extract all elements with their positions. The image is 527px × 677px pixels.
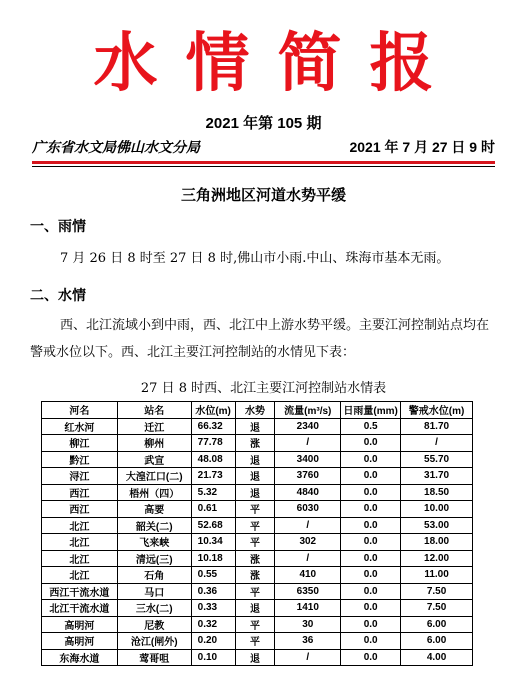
bureau-name: 广东省水文局佛山水文分局 xyxy=(32,140,200,156)
cell-rainfall: 0.0 xyxy=(341,534,401,551)
cell-flow: / xyxy=(275,649,341,666)
cell-rainfall: 0.0 xyxy=(341,600,401,617)
table-row xyxy=(42,550,473,567)
black-divider xyxy=(32,166,495,167)
cell-water-level: 10.34 xyxy=(191,534,235,551)
cell-flow: 302 xyxy=(275,534,341,551)
table-row xyxy=(42,567,473,584)
cell-warning-level: 18.50 xyxy=(401,484,473,501)
cell-station: 韶关(二) xyxy=(117,517,191,534)
cell-flow: 30 xyxy=(275,616,341,633)
cell-water-level: 21.73 xyxy=(191,468,235,485)
cell-flow: / xyxy=(275,435,341,452)
cell-flow: 36 xyxy=(275,633,341,650)
cell-station: 飞来峡 xyxy=(117,534,191,551)
cell-rainfall: 0.0 xyxy=(341,616,401,633)
cell-trend: 平 xyxy=(235,583,275,600)
cell-rainfall: 0.0 xyxy=(341,451,401,468)
cell-warning-level: 6.00 xyxy=(401,633,473,650)
table-row xyxy=(42,418,473,435)
header-flow: 流量(m³/s) xyxy=(275,402,341,419)
table-row xyxy=(42,616,473,633)
cell-station: 三水(二) xyxy=(117,600,191,617)
cell-trend: 退 xyxy=(235,484,275,501)
cell-station: 武宣 xyxy=(117,451,191,468)
hydrology-table xyxy=(41,401,473,666)
cell-warning-level: 7.50 xyxy=(401,583,473,600)
cell-flow: 410 xyxy=(275,567,341,584)
cell-river: 北江 xyxy=(42,517,118,534)
header-station: 站名 xyxy=(117,402,191,419)
cell-station: 柳州 xyxy=(117,435,191,452)
report-datetime: 2021 年 7 月 27 日 9 时 xyxy=(349,139,495,155)
cell-water-level: 0.33 xyxy=(191,600,235,617)
cell-warning-level: 81.70 xyxy=(401,418,473,435)
cell-warning-level: 31.70 xyxy=(401,468,473,485)
cell-river: 浔江 xyxy=(42,468,118,485)
cell-trend: 平 xyxy=(235,501,275,518)
cell-river: 北江干流水道 xyxy=(42,600,118,617)
cell-rainfall: 0.5 xyxy=(341,418,401,435)
cell-rainfall: 0.0 xyxy=(341,583,401,600)
cell-river: 高明河 xyxy=(42,633,118,650)
cell-station: 沧江(闸外) xyxy=(117,633,191,650)
cell-rainfall: 0.0 xyxy=(341,468,401,485)
cell-water-level: 10.18 xyxy=(191,550,235,567)
meta-row xyxy=(32,137,495,157)
cell-river: 柳江 xyxy=(42,435,118,452)
table-row xyxy=(42,451,473,468)
cell-trend: 涨 xyxy=(235,567,275,584)
cell-trend: 退 xyxy=(235,600,275,617)
cell-water-level: 48.08 xyxy=(191,451,235,468)
cell-flow: 4840 xyxy=(275,484,341,501)
cell-river: 黔江 xyxy=(42,451,118,468)
table-row xyxy=(42,600,473,617)
cell-station: 梧州（四） xyxy=(117,484,191,501)
header-warning-level: 警戒水位(m) xyxy=(401,402,473,419)
cell-water-level: 77.78 xyxy=(191,435,235,452)
cell-river: 北江 xyxy=(42,550,118,567)
table-row xyxy=(42,517,473,534)
table-row xyxy=(42,501,473,518)
table-row xyxy=(42,435,473,452)
cell-trend: 涨 xyxy=(235,435,275,452)
table-caption: 27 日 8 时西、北江主要江河控制站水情表 xyxy=(140,381,387,396)
cell-trend: 平 xyxy=(235,534,275,551)
cell-rainfall: 0.0 xyxy=(341,550,401,567)
cell-trend: 平 xyxy=(235,616,275,633)
cell-trend: 平 xyxy=(235,517,275,534)
table-row xyxy=(42,534,473,551)
cell-rainfall: 0.0 xyxy=(341,435,401,452)
cell-river: 北江 xyxy=(42,567,118,584)
cell-water-level: 0.20 xyxy=(191,633,235,650)
cell-trend: 退 xyxy=(235,418,275,435)
cell-rainfall: 0.0 xyxy=(341,501,401,518)
header-rainfall: 日雨量(mm) xyxy=(341,402,401,419)
cell-river: 西江干流水道 xyxy=(42,583,118,600)
cell-flow: 3760 xyxy=(275,468,341,485)
table-row xyxy=(42,633,473,650)
cell-rainfall: 0.0 xyxy=(341,649,401,666)
table-row xyxy=(42,484,473,501)
cell-flow: 3400 xyxy=(275,451,341,468)
cell-station: 迁江 xyxy=(117,418,191,435)
cell-flow: 1410 xyxy=(275,600,341,617)
cell-warning-level: / xyxy=(401,435,473,452)
cell-trend: 涨 xyxy=(235,550,275,567)
cell-water-level: 0.32 xyxy=(191,616,235,633)
cell-trend: 退 xyxy=(235,468,275,485)
cell-station: 莺哥咀 xyxy=(117,649,191,666)
red-divider xyxy=(32,161,495,164)
cell-station: 大湟江口(二) xyxy=(117,468,191,485)
cell-river: 高明河 xyxy=(42,616,118,633)
rain-heading: 一、雨情 xyxy=(30,219,86,235)
water-heading: 二、水情 xyxy=(30,288,86,304)
cell-trend: 退 xyxy=(235,649,275,666)
table-row xyxy=(42,583,473,600)
table-row xyxy=(42,649,473,666)
headline: 三角洲地区河道水势平缓 xyxy=(180,186,346,204)
cell-flow: / xyxy=(275,517,341,534)
cell-warning-level: 53.00 xyxy=(401,517,473,534)
cell-water-level: 0.10 xyxy=(191,649,235,666)
cell-trend: 退 xyxy=(235,451,275,468)
cell-rainfall: 0.0 xyxy=(341,517,401,534)
table-header-row xyxy=(42,402,473,419)
cell-warning-level: 55.70 xyxy=(401,451,473,468)
cell-rainfall: 0.0 xyxy=(341,567,401,584)
cell-river: 西江 xyxy=(42,501,118,518)
cell-warning-level: 6.00 xyxy=(401,616,473,633)
rain-text: 7 月 26 日 8 时至 27 日 8 时,佛山市小雨.中山、珠海市基本无雨。 xyxy=(60,251,450,266)
cell-water-level: 52.68 xyxy=(191,517,235,534)
cell-rainfall: 0.0 xyxy=(341,484,401,501)
cell-flow: / xyxy=(275,550,341,567)
issue-number: 2021 年第 105 期 xyxy=(205,115,322,132)
water-text: 西、北江流域小到中雨，西、北江中上游水势平缓。主要江河控制站点均在警戒水位以下。西、北江主要江河控制站的水情见下表： xyxy=(30,318,490,360)
header-river: 河名 xyxy=(42,402,118,419)
cell-flow: 6350 xyxy=(275,583,341,600)
cell-warning-level: 10.00 xyxy=(401,501,473,518)
cell-flow: 6030 xyxy=(275,501,341,518)
table-row xyxy=(42,468,473,485)
cell-river: 东海水道 xyxy=(42,649,118,666)
header-trend: 水势 xyxy=(235,402,275,419)
cell-warning-level: 12.00 xyxy=(401,550,473,567)
cell-warning-level: 7.50 xyxy=(401,600,473,617)
cell-water-level: 0.61 xyxy=(191,501,235,518)
cell-river: 北江 xyxy=(42,534,118,551)
cell-flow: 2340 xyxy=(275,418,341,435)
header-level: 水位(m) xyxy=(191,402,235,419)
cell-water-level: 0.55 xyxy=(191,567,235,584)
cell-trend: 平 xyxy=(235,633,275,650)
cell-station: 尼教 xyxy=(117,616,191,633)
cell-warning-level: 18.00 xyxy=(401,534,473,551)
cell-water-level: 66.32 xyxy=(191,418,235,435)
cell-water-level: 5.32 xyxy=(191,484,235,501)
cell-water-level: 0.36 xyxy=(191,583,235,600)
cell-river: 西江 xyxy=(42,484,118,501)
cell-rainfall: 0.0 xyxy=(341,633,401,650)
cell-station: 高要 xyxy=(117,501,191,518)
masthead-title: 水情简报 xyxy=(93,26,462,101)
cell-warning-level: 4.00 xyxy=(401,649,473,666)
cell-station: 石角 xyxy=(117,567,191,584)
cell-warning-level: 11.00 xyxy=(401,567,473,584)
cell-station: 马口 xyxy=(117,583,191,600)
cell-station: 清远(三) xyxy=(117,550,191,567)
cell-river: 红水河 xyxy=(42,418,118,435)
